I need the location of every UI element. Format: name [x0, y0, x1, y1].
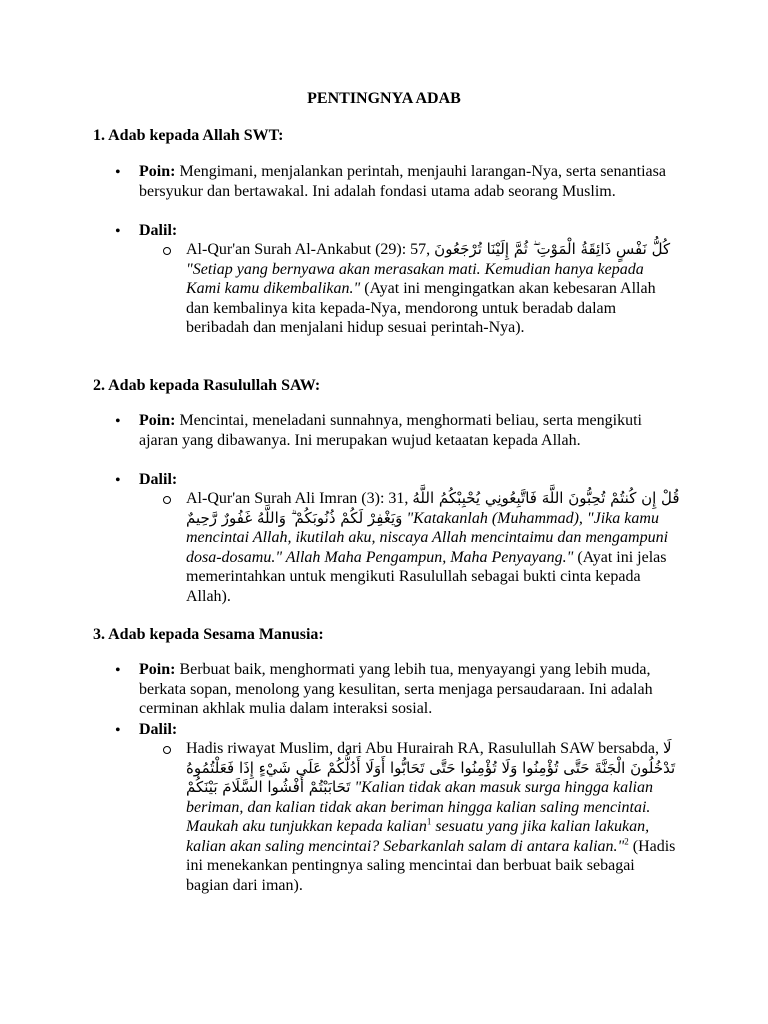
circle-bullet-icon — [163, 247, 171, 255]
bullet-icon: • — [115, 223, 121, 240]
dalil-arabic: كُلُّ نَفْسٍ ذَائِقَةُ الْمَوْتِ ۖ ثُمَّ إِلَيْنَا تُرْجَعُونَ — [434, 240, 671, 258]
poin-text: Berbuat baik, menghormati yang lebih tua, menyayangi yang lebih muda, berkata sopan, menolong yang kesulitan, serta menjaga persaudaraan. Ini adalah cerminan akhlak mulia dalam interaksi sosial. — [139, 661, 653, 717]
poin-label: Poin: — [139, 163, 176, 180]
section-3-heading: 3. Adab kepada Sesama Manusia: — [93, 626, 324, 643]
dalil-arabic: لَا تَدْخُلُونَ الْجَنَّةَ حَتَّى تُؤْمِنُوا وَلَا تُؤْمِنُوا حَتَّى تَحَابُّوا أَوَلَا أَدُلُّكُمْ عَلَى شَيْءٍ إِذَا فَعَلْتُمُوهُ تَحَابَبْتُمْ أَفْشُوا السَّلَامَ بَيْنَكُمْ — [186, 739, 676, 796]
circle-bullet-icon — [163, 746, 171, 754]
bullet-icon: • — [115, 722, 121, 739]
bullet-icon: • — [115, 472, 121, 489]
footnote-ref-2[interactable]: 2 — [624, 836, 629, 847]
footnote-ref-1[interactable]: 1 — [426, 816, 432, 827]
dalil-note: (Hadis ini menekankan pentingnya saling mencintai dan berbuat baik sebagai bagian dari iman). — [186, 837, 676, 894]
poin-label: Poin: — [139, 412, 176, 429]
poin-text: Mengimani, menjalankan perintah, menjauhi larangan-Nya, serta senantiasa bersyukur dan bertawakal. Ini adalah fondasi utama adab seorang Muslim. — [139, 163, 666, 200]
page-title: PENTINGNYA ADAB — [307, 90, 461, 107]
dalil-note: (Ayat ini jelas memerintahkan untuk mengikuti Rasulullah sebagai bukti cinta kepada Allah). — [186, 548, 667, 605]
dalil-note: (Ayat ini mengingatkan akan kebesaran Allah dan kembalinya kita kepada-Nya, mendorong untuk beradab dalam beribadah dan menjalani hidup sesuai perintah-Nya). — [186, 280, 656, 336]
bullet-icon: • — [115, 662, 121, 679]
dalil-arabic: قُلْ إِن كُنتُمْ تُحِبُّونَ اللَّهَ فَاتَّبِعُونِي يُحْبِبْكُمُ اللَّهُ وَيَغْفِرْ لَكُمْ ذُنُوبَكُمْ ۗ وَاللَّهُ غَفُورٌ رَّحِيمٌ — [186, 489, 680, 527]
poin-text: Mencintai, meneladani sunnahnya, menghormati beliau, serta mengikuti ajaran yang dibawanya. Ini merupakan wujud ketaatan kepada Allah. — [139, 412, 642, 449]
bullet-icon: • — [115, 413, 121, 430]
circle-bullet-icon — [163, 496, 171, 504]
dalil-translation-part-1: "Kalian tidak akan masuk surga hingga kalian beriman, dan kalian tidak akan beriman hingga kalian saling mencintai. Maukah aku tunjukkan kepada kalian — [186, 779, 653, 835]
section-2-poin — [139, 411, 679, 450]
dalil-label: Dalil: — [139, 471, 178, 488]
dalil-translation: "Katakanlah (Muhammad), "Jika kamu mencintai Allah, ikutilah aku, niscaya Allah mencintaimu dan mengampuni dosa-dosamu." Allah Maha Pengampun, Maha Penyayang." — [186, 509, 669, 566]
dalil-source: Al-Qur'an Surah Al-Ankabut (29): 57, — [186, 241, 431, 258]
section-2-dalil — [186, 489, 681, 606]
section-3-dalil — [186, 739, 681, 895]
section-1-dalil — [186, 240, 681, 338]
section-1-poin — [139, 162, 679, 201]
dalil-translation: "Setiap yang bernyawa akan merasakan mati. Kemudian hanya kepada Kami kamu dikembalikan." — [186, 260, 644, 297]
poin-label: Poin: — [139, 661, 176, 678]
section-2-heading: 2. Adab kepada Rasulullah SAW: — [93, 377, 321, 394]
section-1-dalil-label — [139, 221, 679, 241]
dalil-source: Al-Qur'an Surah Ali Imran (3): 31, — [186, 490, 409, 507]
section-2-dalil-label — [139, 470, 679, 490]
bullet-icon: • — [115, 164, 121, 181]
section-1-heading: 1. Adab kepada Allah SWT: — [93, 127, 284, 144]
dalil-source: Hadis riwayat Muslim, dari Abu Hurairah RA, Rasulullah SAW bersabda, — [186, 740, 660, 757]
section-3-dalil-label — [139, 720, 679, 740]
dalil-label: Dalil: — [139, 222, 178, 239]
dalil-translation-part-2: sesuatu yang jika kalian lakukan, kalian akan saling mencintai? Sebarkanlah salam di antara kalian." — [186, 818, 650, 855]
section-3-poin — [139, 660, 679, 719]
dalil-label: Dalil: — [139, 721, 178, 738]
